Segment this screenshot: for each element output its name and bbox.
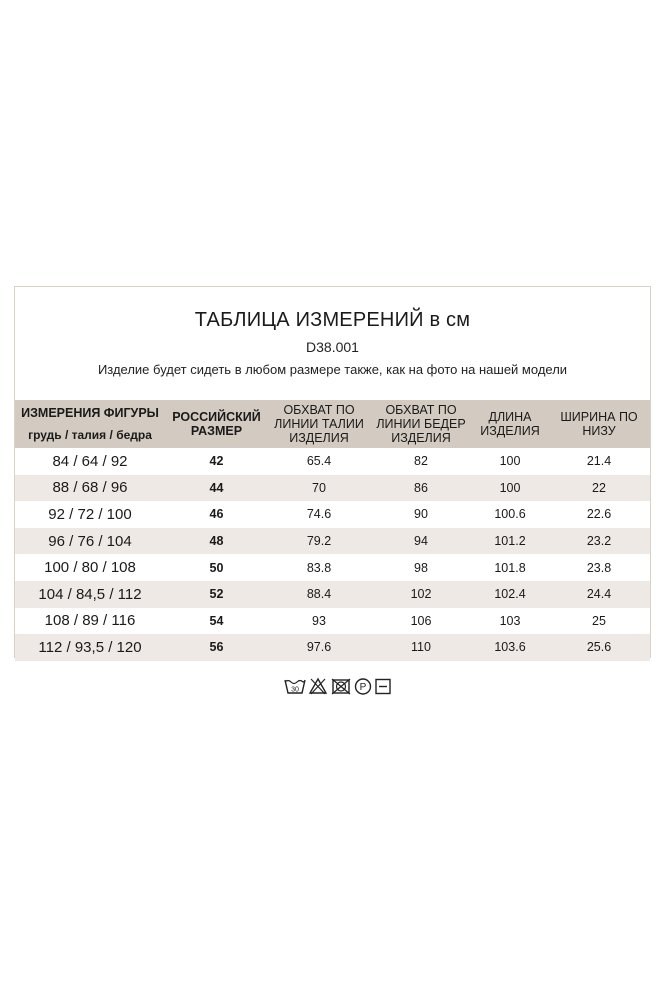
table-cell: 22.6 [586, 507, 612, 522]
table-cell: 79.2 [306, 534, 332, 549]
table-cell: 25 [592, 613, 606, 628]
table-row [15, 608, 650, 635]
table-cell: 65.4 [306, 454, 332, 469]
table-cell: 25.6 [586, 640, 612, 655]
table-row [15, 554, 650, 581]
do-not-bleach-icon [308, 677, 328, 695]
dry-flat-icon [374, 677, 392, 695]
table-cell: 54 [209, 613, 224, 628]
header-russian-size: РОССИЙСКИЙ РАЗМЕР [172, 410, 261, 438]
table-cell: 88 / 68 / 96 [52, 479, 128, 497]
table-cell: 48 [209, 534, 224, 549]
table-cell: 110 [411, 640, 431, 655]
table-cell: 100 / 80 / 108 [44, 559, 136, 577]
table-cell: 22 [592, 480, 606, 495]
table-cell: 92 / 72 / 100 [48, 505, 132, 523]
table-cell: 93 [312, 613, 326, 628]
table-cell: 96 / 76 / 104 [48, 532, 132, 550]
table-cell: 84 / 64 / 92 [52, 452, 128, 470]
header-length: ДЛИНА ИЗДЕЛИЯ [480, 410, 540, 438]
table-cell: 23.2 [586, 534, 612, 549]
table-cell: 24.4 [586, 587, 612, 602]
table-cell: 108 / 89 / 116 [44, 612, 136, 630]
svg-text:30: 30 [291, 686, 299, 694]
care-icons [284, 676, 392, 696]
table-cell: 90 [414, 507, 428, 522]
table-cell: 103.6 [494, 640, 526, 655]
table-cell: 101.2 [494, 534, 526, 549]
table-cell: 56 [209, 640, 224, 655]
table-cell: 102.4 [494, 587, 526, 602]
table-cell: 82 [414, 454, 428, 469]
table-row [15, 528, 650, 555]
table-cell: 101.8 [494, 560, 526, 575]
table-row [15, 634, 650, 661]
table-cell: 50 [209, 560, 224, 575]
table-cell: 42 [209, 454, 224, 469]
table-cell: 46 [209, 507, 224, 522]
table-cell: 83.8 [306, 560, 332, 575]
measurement-card [14, 286, 651, 658]
table-cell: 106 [410, 613, 432, 628]
table-cell: 104 / 84,5 / 112 [38, 585, 142, 603]
table-cell: 97.6 [306, 640, 332, 655]
table-cell: 102 [410, 587, 432, 602]
header-hem-width: ШИРИНА ПО НИЗУ [560, 410, 638, 438]
do-not-tumble-dry-icon [330, 677, 352, 695]
table-cell: 23.8 [586, 560, 612, 575]
table-cell: 86 [414, 480, 428, 495]
table-row [15, 581, 650, 608]
table-cell: 74.6 [306, 507, 332, 522]
dry-clean-p-icon [354, 677, 372, 695]
header-figure-measurements: ИЗМЕРЕНИЯ ФИГУРЫ грудь / талия / бедра [21, 406, 159, 442]
table-cell: 103 [499, 613, 521, 628]
svg-text:P: P [359, 682, 367, 693]
table-cell: 100 [499, 454, 521, 469]
header-hip-girth: ОБХВАТ ПО ЛИНИИ БЕДЕР ИЗДЕЛИЯ [376, 403, 466, 445]
page-title: ТАБЛИЦА ИЗМЕРЕНИЙ в см [194, 309, 471, 331]
table-cell: 100 [499, 480, 521, 495]
table-row [15, 501, 650, 528]
table-row [15, 475, 650, 502]
header-waist-girth: ОБХВАТ ПО ЛИНИИ ТАЛИИ ИЗДЕЛИЯ [274, 403, 364, 445]
size-table [15, 400, 650, 661]
table-row [15, 448, 650, 475]
table-cell: 70 [312, 480, 326, 495]
table-cell: 52 [209, 587, 224, 602]
table-cell: 21.4 [586, 454, 612, 469]
table-header-row [15, 400, 650, 448]
table-cell: 112 / 93,5 / 120 [38, 638, 142, 656]
table-cell: 100.6 [494, 507, 526, 522]
wash-30-icon [284, 677, 306, 695]
product-code: D38.001 [306, 339, 359, 355]
table-cell: 44 [209, 480, 224, 495]
fit-note: Изделие будет сидеть в любом размере также, как на фото на нашей модели [97, 362, 568, 377]
table-cell: 98 [414, 560, 428, 575]
table-cell: 94 [414, 534, 428, 549]
table-cell: 88.4 [306, 587, 332, 602]
